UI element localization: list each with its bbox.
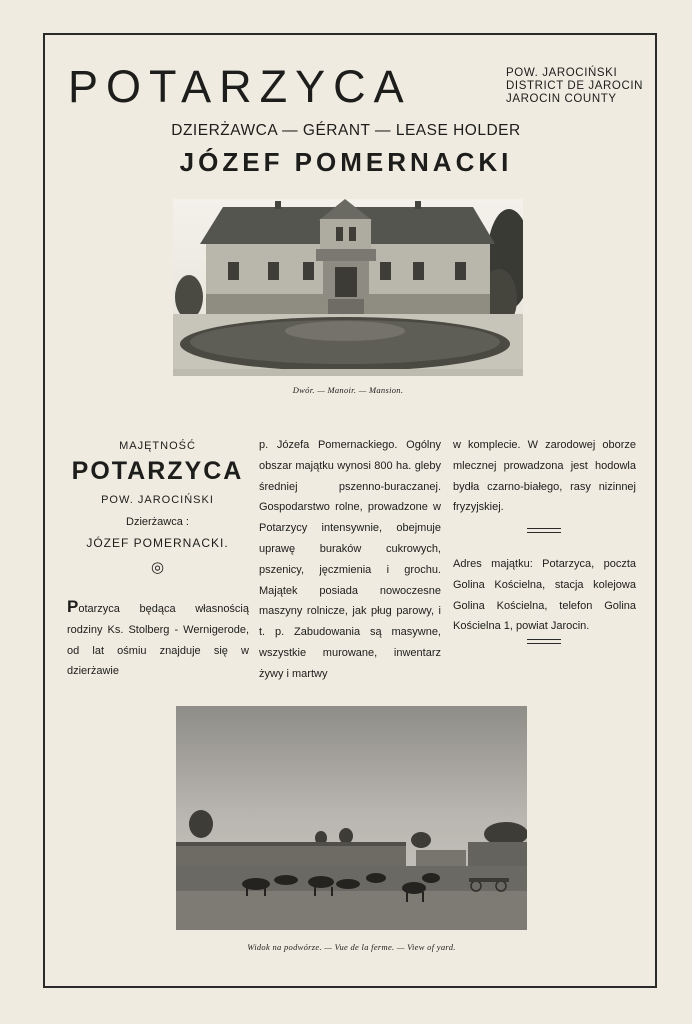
- county-block: [506, 67, 646, 106]
- divider-rule: [527, 528, 561, 533]
- divider-rule-bottom: [527, 639, 561, 644]
- estate-name: POTARZYCA: [71, 457, 244, 485]
- estate-label: MAJĘTNOŚĆ: [119, 440, 196, 452]
- intro-paragraph: [67, 597, 249, 682]
- yard-photo: [176, 706, 527, 930]
- county-line-pl: POW. JAROCIŃSKI: [506, 67, 618, 79]
- estate-county: POW. JAROCIŃSKI: [101, 494, 214, 506]
- intro-text: otarzyca będąca własnością rodziny Ks. Stolberg - Wernigerode, od lat ośmiu znajduje się w dzierżawie: [67, 603, 249, 678]
- manor-caption: Dwór. — Manoir. — Mansion.: [292, 385, 404, 395]
- lease-holder-line: DZIERŻAWCA — GÉRANT — LEASE HOLDER: [171, 122, 521, 139]
- page-title: POTARZYCA: [68, 61, 412, 112]
- owner-name: JÓZEF POMERNACKI: [179, 147, 513, 177]
- middle-column-text: p. Józefa Pomernackiego. Ogólny obszar majątku wynosi 800 ha. gleby średniej pszenno-buraczanej. Gospodarstwo rolne, prowadzone w Potarzycy intensywnie, obejmuje uprawę buraków cukrowych, pszenicy, jęczmienia i grochu. Majątek posiada nowoczesne maszyny rolnicze, jak pług parowy, i t. p. Zabudowania są masywne, wszystkie murowane, inwentarz żywy i martwy: [259, 439, 441, 680]
- county-line-en: JAROCIN COUNTY: [506, 93, 617, 105]
- leaseholder-label: Dzierżawca :: [126, 516, 189, 528]
- yard-caption: Widok na podwórze. — Vue de la ferme. — View of yard.: [247, 942, 456, 952]
- ornament-icon: ◎: [150, 559, 165, 576]
- manor-photo: [173, 199, 523, 376]
- yard-illustration: [176, 706, 527, 930]
- manor-illustration: [173, 199, 523, 376]
- right-column-text: w komplecie. W zarodowej oborze mlecznej prowadzona jest hodowla bydła czarno-białego, rasy nizinnej fryzyjskiej.: [453, 439, 636, 514]
- address-paragraph: Adres majątku: Potarzyca, poczta Golina Kościelna, stacja kolejowa Golina Kościelna, telefon Golina Kościelna 1, powiat Jarocin.: [453, 558, 636, 633]
- leaseholder-name: JÓZEF POMERNACKI.: [86, 536, 229, 550]
- county-line-fr: DISTRICT DE JAROCIN: [506, 80, 644, 92]
- drop-cap: P: [67, 597, 79, 616]
